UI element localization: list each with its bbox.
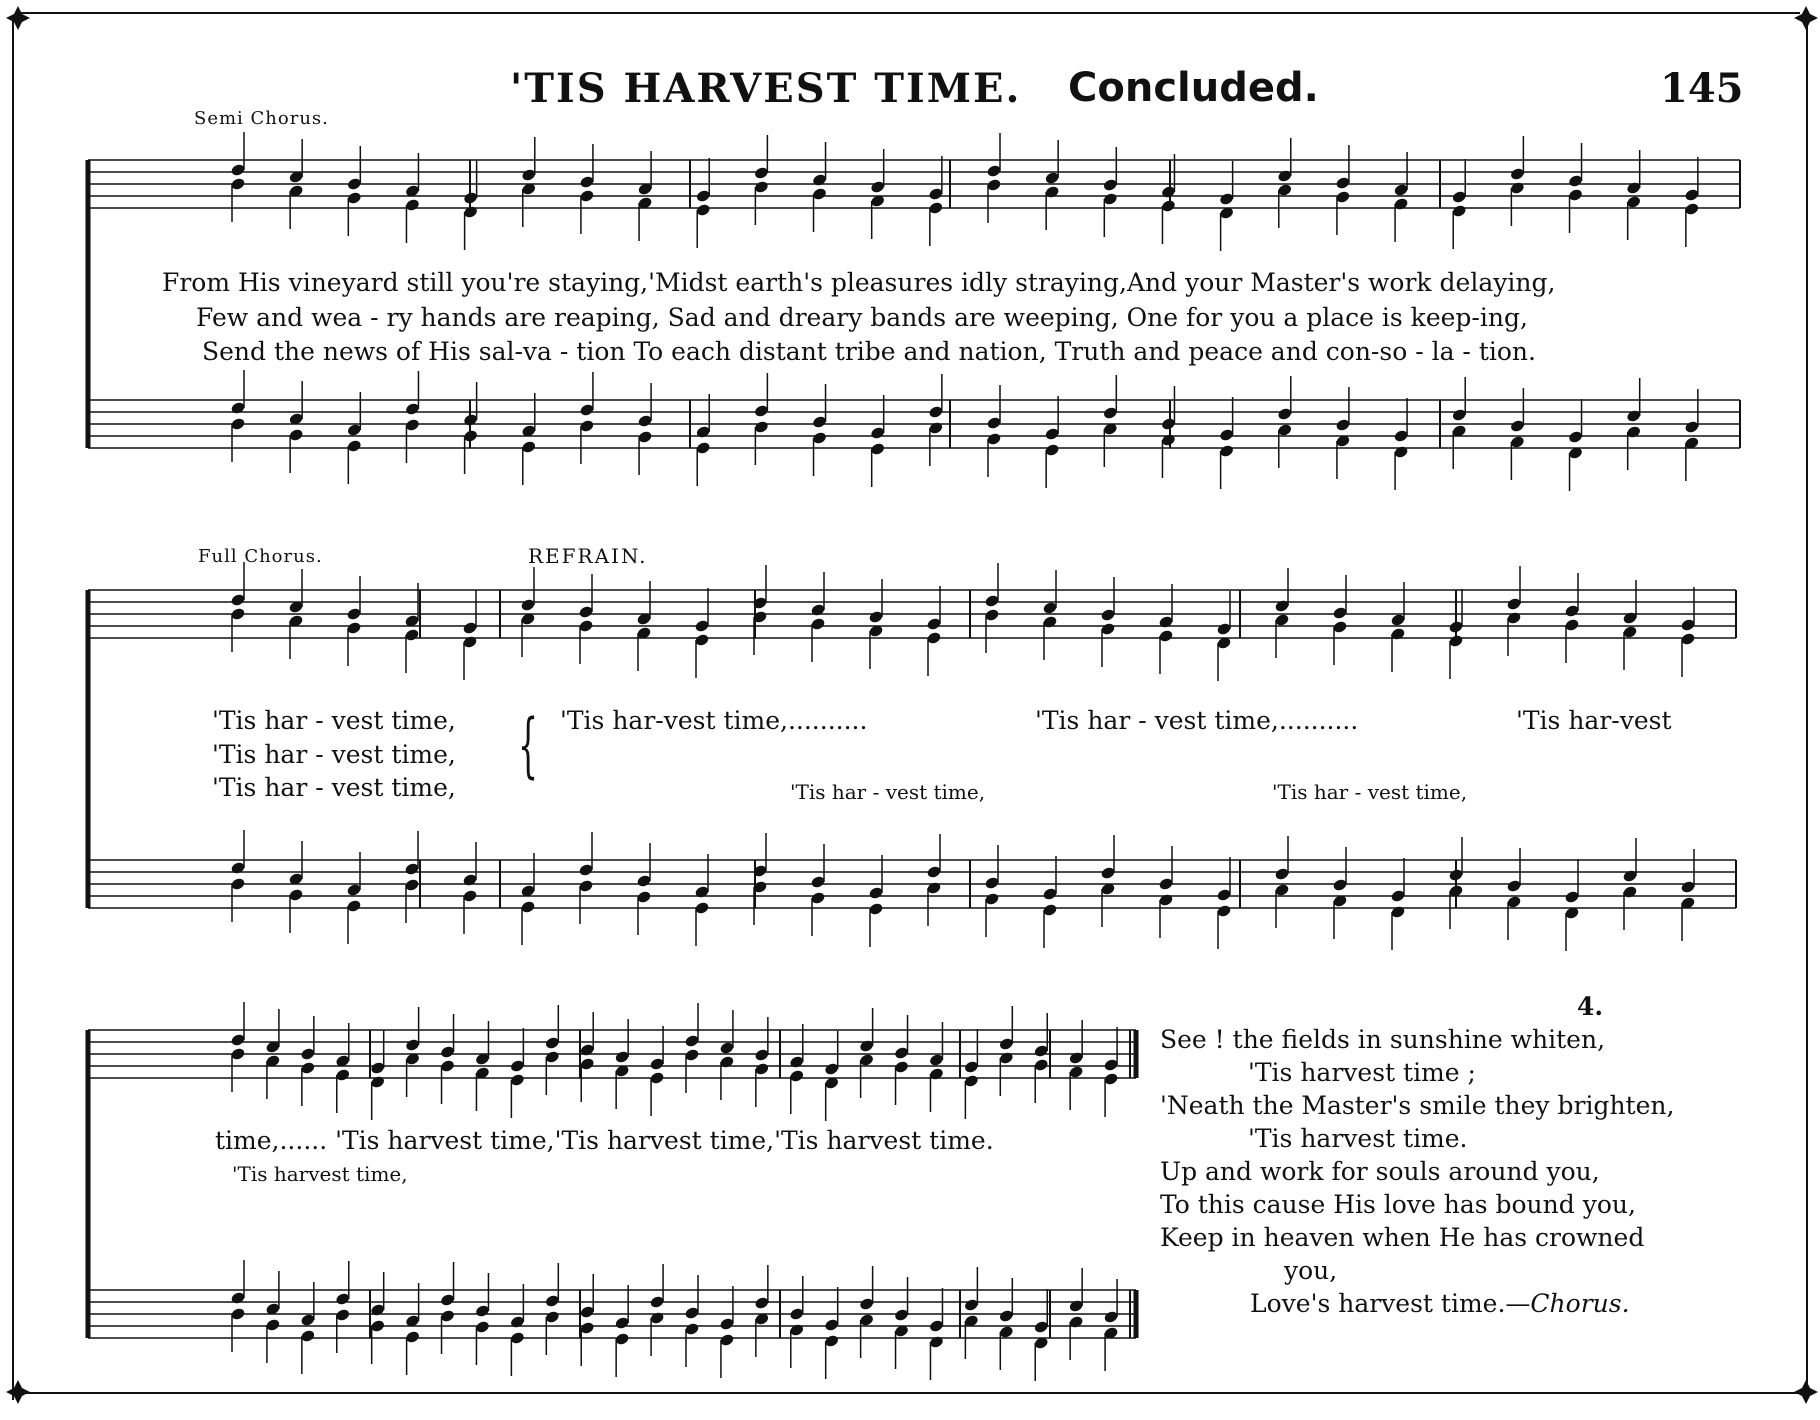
verse-line: See ! the fields in sunshine whiten, <box>1160 1025 1606 1054</box>
lyric-line-lower: 'Tis harvest time, <box>232 1162 408 1186</box>
brace-glyph: { <box>518 704 539 786</box>
verse-4 <box>1160 990 1674 1320</box>
lyric-line-lower: 'Tis har - vest time, <box>790 780 986 804</box>
lyric-line-lower: 'Tis har - vest time, <box>1272 780 1468 804</box>
verse-line: Up and work for souls around you, <box>1160 1157 1600 1186</box>
verse-line: Keep in heaven when He has crowned <box>1160 1223 1645 1252</box>
section-label-semi-chorus: Semi Chorus. <box>194 108 329 129</box>
section-label-full-chorus: Full Chorus. <box>198 546 323 567</box>
page-title: 'TIS HARVEST TIME. <box>510 65 1022 112</box>
lyric-line: Few and wea - ry hands are reaping, Sad and dreary bands are weeping, One for you a place is keep-ing, <box>196 303 1528 332</box>
chorus-ref: Chorus. <box>1530 1289 1630 1318</box>
lyric-line: 'Tis har - vest time, <box>212 773 456 802</box>
page-number: 145 <box>1660 65 1744 112</box>
lyric-line: 'Tis har - vest time, <box>212 706 456 735</box>
lyric-line: Send the news of His sal-va - tion To each distant tribe and nation, Truth and peace and con-so - la - tion. <box>202 337 1536 366</box>
lyric-line: 'Tis har-vest time,.......... <box>560 706 868 735</box>
verse-line: 'Tis harvest time. <box>1248 1124 1468 1153</box>
page-subtitle: Concluded. <box>1068 65 1319 111</box>
verse-number: 4. <box>1576 992 1604 1021</box>
verse-line-text: Love's harvest time.— <box>1250 1289 1531 1318</box>
verse-line: To this cause His love has bound you, <box>1160 1190 1636 1219</box>
lyric-line: 'Tis har-vest <box>1516 706 1672 735</box>
lyric-line: 'Tis har - vest time, <box>212 740 456 769</box>
lyric-line: 'Tis har - vest time,.......... <box>1035 706 1359 735</box>
lyric-line: time,...... 'Tis harvest time,'Tis harvest time,'Tis harvest time. <box>215 1126 994 1155</box>
verse-line <box>1160 1287 1674 1320</box>
verse-line: you, <box>1284 1256 1338 1285</box>
verse-line: 'Neath the Master's smile they brighten, <box>1160 1091 1675 1120</box>
refrain-label: REFRAIN. <box>528 544 648 568</box>
lyric-line: From His vineyard still you're staying,'Midst earth's pleasures idly straying,And your Master's work delaying, <box>162 268 1556 297</box>
verse-line: 'Tis harvest time ; <box>1248 1058 1476 1087</box>
